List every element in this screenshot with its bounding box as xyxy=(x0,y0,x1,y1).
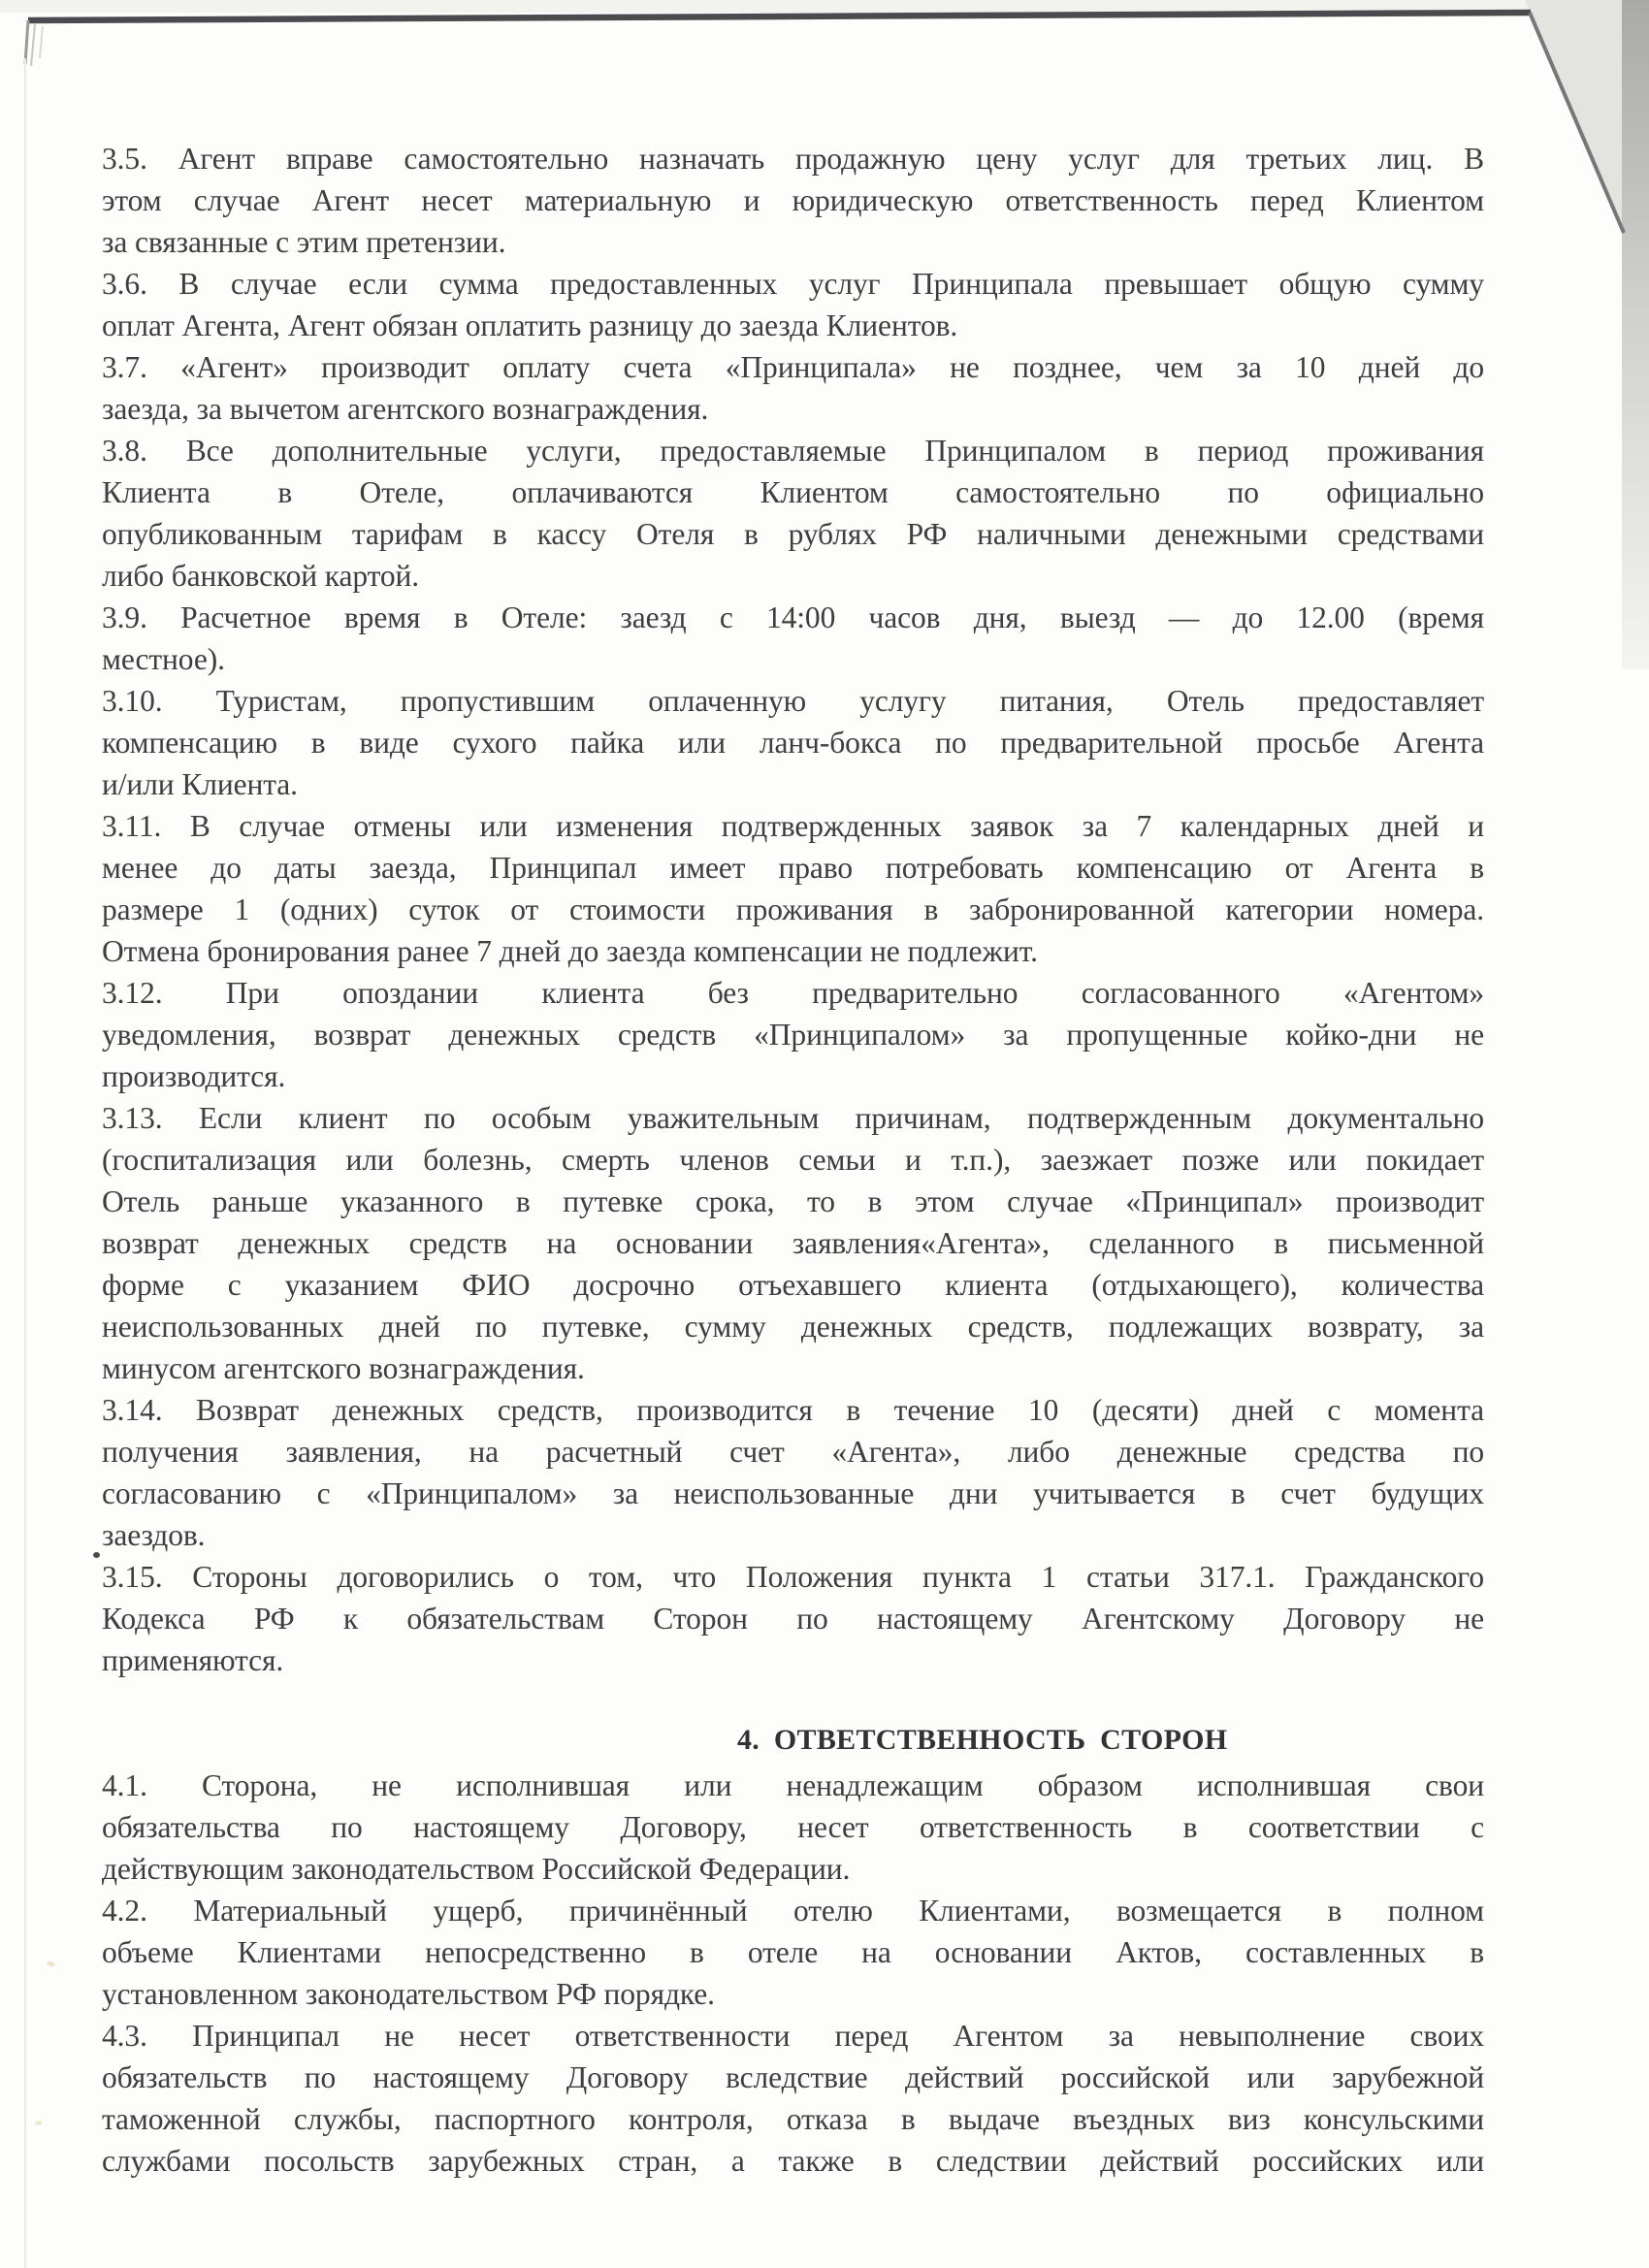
scanner-right-strip xyxy=(1622,0,1649,669)
text-line: установленном законодательством РФ порядке. xyxy=(102,1977,715,2011)
text-line: обязательств по настоящему Договору вследствие действий российской или зарубежной xyxy=(102,2060,1484,2094)
text-line: Отель раньше указанного в путевке срока, то в этом случае «Принципал» производит xyxy=(102,1184,1484,1218)
clause-4.1 xyxy=(102,1765,1484,1890)
text-line: 3.6. В случае если сумма предоставленных услуг Принципала превышает общую сумму xyxy=(102,267,1484,301)
paper-top-edge xyxy=(28,13,1531,20)
text-line: таможенной службы, паспортного контроля, отказа в выдаче въездных виз консульскими xyxy=(102,2102,1484,2136)
text-line: Кодекса РФ к обязательствам Сторон по настоящему Агентскому Договору не xyxy=(102,1602,1484,1636)
text-line: компенсацию в виде сухого пайка или ланч-бокса по предварительной просьбе Агента xyxy=(102,726,1484,760)
text-line: 3.10. Туристам, пропустившим оплаченную услугу питания, Отель предоставляет xyxy=(102,684,1484,718)
text-line: опубликованным тарифам в кассу Отеля в рублях РФ наличными денежными средствами xyxy=(102,517,1484,551)
paper-stain xyxy=(35,2121,42,2125)
text-line: 3.14. Возврат денежных средств, производится в течение 10 (десяти) дней с момента xyxy=(102,1393,1484,1427)
text-line: 4.2. Материальный ущерб, причинённый отелю Клиентами, возмещается в полном xyxy=(102,1894,1484,1928)
clause-4.3 xyxy=(102,2015,1484,2182)
text-line: 3.11. В случае отмены или изменения подтвержденных заявок за 7 календарных дней и xyxy=(102,809,1484,843)
stacked-sheet-edge xyxy=(31,24,35,66)
text-line: согласованию с «Принципалом» за неиспользованные дни учитывается в счет будущих xyxy=(102,1476,1484,1510)
text-line: Отмена бронирования ранее 7 дней до заезда компенсации не подлежит. xyxy=(102,934,1038,968)
text-line: 3.15. Стороны договорились о том, что Положения пункта 1 статьи 317.1. Гражданского xyxy=(102,1560,1484,1594)
paper-corner-diagonal xyxy=(1530,13,1624,233)
text-line: получения заявления, на расчетный счет «Агента», либо денежные средства по xyxy=(102,1435,1484,1469)
clause-3.15 xyxy=(102,1556,1484,1681)
text-line: 3.9. Расчетное время в Отеле: заезд с 14:00 часов дня, выезд — до 12.00 (время xyxy=(102,600,1484,634)
text-line: (госпитализация или болезнь, смерть членов семьи и т.п.), заезжает позже или покидает xyxy=(102,1143,1484,1177)
clause-3.13 xyxy=(102,1097,1484,1389)
paper-stain xyxy=(46,1960,55,1968)
stacked-sheet-edge xyxy=(40,26,43,58)
text-line: 3.8. Все дополнительные услуги, предоставляемые Принципалом в период проживания xyxy=(102,434,1484,468)
text-line: 3.5. Агент вправе самостоятельно назначать продажную цену услуг для третьих лиц. В xyxy=(102,142,1484,176)
text-line: форме с указанием ФИО досрочно отъехавшего клиента (отдыхающего), количества xyxy=(102,1268,1484,1302)
clause-3.9 xyxy=(102,597,1484,680)
text-line: минусом агентского вознаграждения. xyxy=(102,1351,585,1385)
text-line: менее до даты заезда, Принципал имеет право потребовать компенсацию от Агента в xyxy=(102,851,1484,885)
text-line: неиспользованных дней по путевке, сумму денежных средств, подлежащих возврату, за xyxy=(102,1310,1484,1344)
text-line: заезда, за вычетом агентского вознаграждения. xyxy=(102,392,709,426)
clause-3.7 xyxy=(102,346,1484,430)
text-line: 4.1. Сторона, не исполнившая или ненадлежащим образом исполнившая свои xyxy=(102,1768,1484,1802)
paper-left-edge xyxy=(24,58,26,2268)
text-line: 3.12. При опоздании клиента без предварительно согласованного «Агентом» xyxy=(102,976,1484,1010)
clause-3.14 xyxy=(102,1389,1484,1556)
text-line: за связанные с этим претензии. xyxy=(102,225,506,259)
text-line: возврат денежных средств на основании заявления«Агента», сделанного в письменной xyxy=(102,1226,1484,1260)
clause-4.2 xyxy=(102,1890,1484,2015)
text-line: 3.7. «Агент» производит оплату счета «Принципала» не позднее, чем за 10 дней до xyxy=(102,350,1484,384)
text-line: 4.3. Принципал не несет ответственности перед Агентом за невыполнение своих xyxy=(102,2019,1484,2053)
clause-3.12 xyxy=(102,972,1484,1097)
clause-3.10 xyxy=(102,680,1484,805)
text-line: обязательства по настоящему Договору, несет ответственность в соответствии с xyxy=(102,1810,1484,1844)
corner-fold-wedge xyxy=(1525,0,1649,233)
contract-text xyxy=(102,138,1484,2182)
clause-3.8 xyxy=(102,430,1484,597)
clause-3.6 xyxy=(102,263,1484,346)
ink-speck xyxy=(93,1552,100,1558)
text-line: заездов. xyxy=(102,1518,206,1552)
text-line: службами посольств зарубежных стран, а также в следствии действий российских или xyxy=(102,2144,1484,2178)
scanner-top-band xyxy=(0,0,1649,13)
text-line: и/или Клиента. xyxy=(102,767,298,801)
clause-3.5 xyxy=(102,138,1484,263)
text-line: применяются. xyxy=(102,1643,284,1677)
text-line: оплат Агента, Агент обязан оплатить разницу до заезда Клиентов. xyxy=(102,308,958,342)
text-line: объеме Клиентами непосредственно в отеле на основании Актов, составленных в xyxy=(102,1935,1484,1969)
text-line: 3.13. Если клиент по особым уважительным причинам, подтвержденным документально xyxy=(102,1101,1484,1135)
section-heading: 4. ОТВЕТСТВЕННОСТЬ СТОРОН xyxy=(737,1724,1228,1756)
clause-3.11 xyxy=(102,805,1484,972)
text-line: местное). xyxy=(102,642,225,676)
text-line: производится. xyxy=(102,1059,286,1093)
text-line: Клиента в Отеле, оплачиваются Клиентом самостоятельно по официально xyxy=(102,475,1484,509)
text-line: действующим законодательством Российской Федерации. xyxy=(102,1852,851,1886)
text-line: этом случае Агент несет материальную и юридическую ответственность перед Клиентом xyxy=(102,183,1484,217)
text-line: размере 1 (одних) суток от стоимости проживания в забронированной категории номера. xyxy=(102,892,1484,926)
text-line: уведомления, возврат денежных средств «Принципалом» за пропущенные койко-дни не xyxy=(102,1018,1484,1052)
text-line: либо банковской картой. xyxy=(102,559,420,593)
